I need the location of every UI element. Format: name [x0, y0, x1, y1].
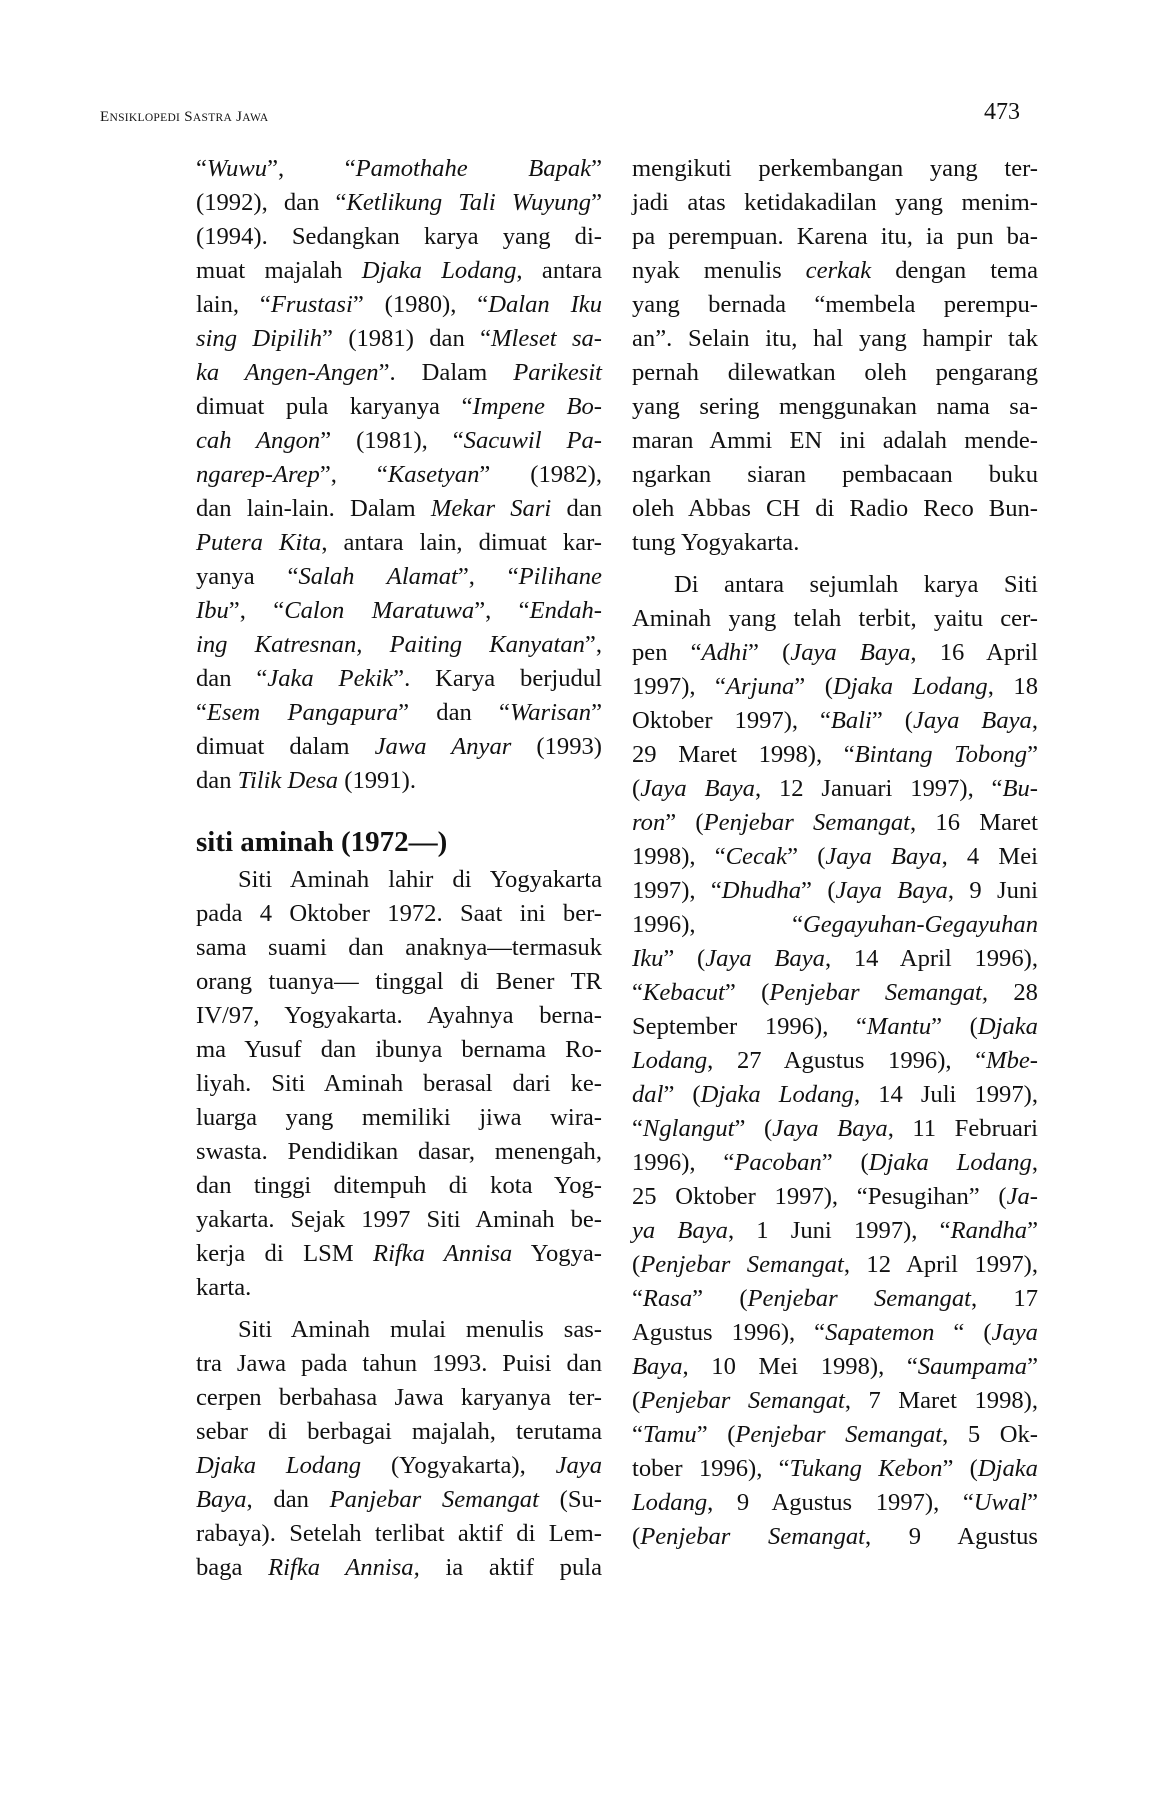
- text-line: Baya, 10 Mei 1998), “Saumpama”: [632, 1353, 1038, 1380]
- text-line: ma Yusuf dan ibunya bernama Ro-: [196, 1036, 602, 1063]
- running-head-caps1: NSIKLOPEDI: [109, 112, 181, 124]
- text-line: dan Tilik Desa (1991).: [196, 767, 416, 794]
- right-column: [632, 152, 1038, 1554]
- text-line: pen “Adhi” (Jaya Baya, 16 April: [632, 639, 1038, 666]
- running-head-caps2: ASTRA: [192, 112, 233, 124]
- entry-continuation: [196, 152, 602, 798]
- text-line: dimuat dalam Jawa Anyar (1993): [196, 733, 602, 760]
- text-line: lain, “Frustasi” (1980), “Dalan Iku: [196, 291, 602, 318]
- running-head-caps3: AWA: [242, 112, 269, 124]
- text-line: kerja di LSM Rifka Annisa Yogya-: [196, 1240, 602, 1267]
- text-line: ing Katresnan, Paiting Kanyatan”,: [196, 631, 602, 658]
- text-line: dan “Jaka Pekik”. Karya berjudul: [196, 665, 602, 692]
- text-line: “Wuwu”, “Pamothahe Bapak”: [196, 155, 602, 182]
- text-line: rabaya). Setelah terlibat aktif di Lem-: [196, 1520, 602, 1547]
- entry-heading: siti aminah (1972—): [196, 826, 448, 858]
- text-line: cerpen berbahasa Jawa karyanya ter-: [196, 1384, 602, 1411]
- text-line: ngarkan siaran pembacaan buku: [632, 461, 1038, 488]
- text-line: (Penjebar Semangat, 7 Maret 1998),: [632, 1387, 1039, 1414]
- text-line: “Esem Pangapura” dan “Warisan”: [196, 699, 603, 726]
- text-line: 25 Oktober 1997), “Pesugihan” (Ja-: [632, 1183, 1038, 1210]
- text-line: tra Jawa pada tahun 1993. Puisi dan: [196, 1350, 602, 1377]
- text-line: yakarta. Sejak 1997 Siti Aminah be-: [196, 1206, 602, 1233]
- page-number: 473: [984, 99, 1020, 125]
- text-line: Siti Aminah lahir di Yogyakarta: [238, 866, 602, 893]
- page-header: [100, 92, 1020, 126]
- text-line: maran Ammi EN ini adalah mende-: [632, 427, 1038, 454]
- text-line: pernah dilewatkan oleh pengarang: [632, 359, 1038, 386]
- text-line: (1994). Sedangkan karya yang di-: [196, 223, 602, 250]
- text-line: 1996), “Pacoban” (Djaka Lodang,: [632, 1149, 1038, 1176]
- text-line: ngarep-Arep”, “Kasetyan” (1982),: [196, 461, 602, 488]
- paragraph: [196, 1313, 602, 1585]
- running-head-s: S: [180, 109, 193, 125]
- text-line: luarga yang memiliki jiwa wira-: [196, 1104, 602, 1131]
- text-line: dan tinggi ditempuh di kota Yog-: [196, 1172, 602, 1199]
- text-line: Putera Kita, antara lain, dimuat kar-: [196, 529, 602, 556]
- text-line: mengikuti perkembangan yang ter-: [632, 155, 1038, 182]
- paragraph: [196, 863, 602, 1305]
- running-head-j: J: [232, 109, 243, 125]
- text-line: pa perempuan. Karena itu, ia pun ba-: [632, 223, 1038, 250]
- text-line: tung Yogyakarta.: [632, 529, 800, 556]
- text-line: IV/97, Yogyakarta. Ayahnya berna-: [196, 1002, 602, 1029]
- text-line: nyak menulis cerkak dengan tema: [632, 257, 1038, 284]
- text-line: 1997), “Dhudha” (Jaya Baya, 9 Juni: [632, 877, 1038, 904]
- text-line: Agustus 1996), “Sapatemon “ (Jaya: [632, 1319, 1038, 1346]
- text-line: (Penjebar Semangat, 12 April 1997),: [632, 1251, 1038, 1278]
- text-line: Lodang, 27 Agustus 1996), “Mbe-: [632, 1047, 1038, 1074]
- text-line: Aminah yang telah terbit, yaitu cer-: [632, 605, 1038, 632]
- left-column: [196, 152, 602, 1585]
- text-line: Ibu”, “Calon Maratuwa”, “Endah-: [196, 597, 602, 624]
- text-line: Lodang, 9 Agustus 1997), “Uwal”: [632, 1489, 1038, 1516]
- text-line: dal” (Djaka Lodang, 14 Juli 1997),: [632, 1081, 1038, 1108]
- text-line: “Kebacut” (Penjebar Semangat, 28: [632, 979, 1038, 1006]
- text-line: an”. Selain itu, hal yang hampir tak: [632, 325, 1038, 352]
- text-line: tober 1996), “Tukang Kebon” (Djaka: [632, 1455, 1038, 1482]
- text-line: (Jaya Baya, 12 Januari 1997), “Bu-: [632, 775, 1038, 802]
- text-line: (Penjebar Semangat, 9 Agustus: [632, 1523, 1039, 1550]
- text-line: Baya, dan Panjebar Semangat (Su-: [196, 1486, 602, 1513]
- text-line: Di antara sejumlah karya Siti: [674, 571, 1038, 598]
- text-line: baga Rifka Annisa, ia aktif pula: [196, 1554, 602, 1581]
- text-line: liyah. Siti Aminah berasal dari ke-: [196, 1070, 602, 1097]
- text-line: 1996), “Gegayuhan-Gegayuhan: [632, 911, 1038, 938]
- text-line: ron” (Penjebar Semangat, 16 Maret: [632, 809, 1038, 836]
- text-line: sing Dipilih” (1981) dan “Mleset sa-: [196, 325, 602, 352]
- text-line: muat majalah Djaka Lodang, antara: [196, 257, 602, 284]
- text-line: oleh Abbas CH di Radio Reco Bun-: [632, 495, 1038, 522]
- running-head-first: E: [100, 109, 110, 125]
- text-line: yang sering menggunakan nama sa-: [632, 393, 1038, 420]
- text-line: dimuat pula karyanya “Impene Bo-: [196, 393, 602, 420]
- text-line: yanya “Salah Alamat”, “Pilihane: [196, 563, 602, 590]
- text-line: sebar di berbagai majalah, terutama: [196, 1418, 602, 1445]
- text-line: ya Baya, 1 Juni 1997), “Randha”: [632, 1217, 1038, 1244]
- paragraph: [632, 568, 1038, 1554]
- text-line: jadi atas ketidakadilan yang menim-: [632, 189, 1038, 216]
- text-line: orang tuanya— tinggal di Bener TR: [196, 968, 602, 995]
- paragraph: [632, 152, 1038, 560]
- text-line: 1997), “Arjuna” (Djaka Lodang, 18: [632, 673, 1038, 700]
- text-line: sama suami dan anaknya—termasuk: [196, 934, 602, 961]
- text-line: Djaka Lodang (Yogyakarta), Jaya: [196, 1452, 602, 1479]
- text-line: “Nglangut” (Jaya Baya, 11 Februari: [632, 1115, 1038, 1142]
- text-line: cah Angon” (1981), “Sacuwil Pa-: [196, 427, 602, 454]
- text-line: “Rasa” (Penjebar Semangat, 17: [632, 1285, 1038, 1312]
- text-line: Oktober 1997), “Bali” (Jaya Baya,: [632, 707, 1038, 734]
- text-line: (1992), dan “Ketlikung Tali Wuyung”: [196, 189, 602, 216]
- text-line: swasta. Pendidikan dasar, menengah,: [196, 1138, 602, 1165]
- text-line: 29 Maret 1998), “Bintang Tobong”: [632, 741, 1038, 768]
- text-line: 1998), “Cecak” (Jaya Baya, 4 Mei: [632, 843, 1039, 870]
- running-head: [100, 109, 268, 126]
- text-line: Iku” (Jaya Baya, 14 April 1996),: [632, 945, 1038, 972]
- text-line: pada 4 Oktober 1972. Saat ini ber-: [196, 900, 602, 927]
- text-line: Siti Aminah mulai menulis sas-: [238, 1316, 602, 1343]
- text-line: ka Angen-Angen”. Dalam Parikesit: [196, 359, 602, 386]
- text-line: September 1996), “Mantu” (Djaka: [632, 1013, 1038, 1040]
- text-line: karta.: [196, 1274, 252, 1301]
- text-line: yang bernada “membela perempu-: [632, 291, 1038, 318]
- text-line: dan lain-lain. Dalam Mekar Sari dan: [196, 495, 602, 522]
- text-line: “Tamu” (Penjebar Semangat, 5 Ok-: [632, 1421, 1038, 1448]
